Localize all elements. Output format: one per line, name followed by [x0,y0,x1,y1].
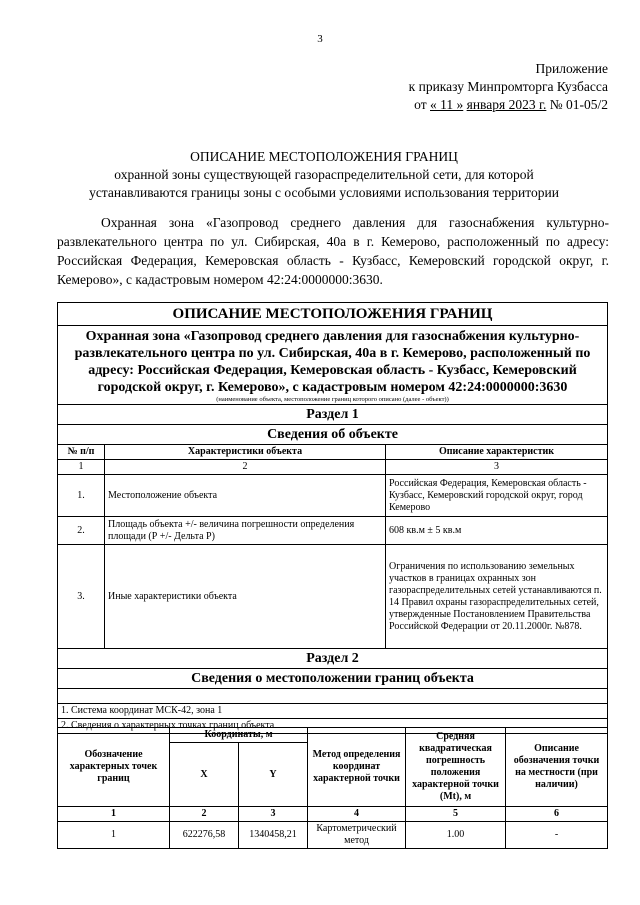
error-header: Средняя квадратическая погрешность положения характерной точки (Mt), м [406,728,506,807]
point-x: 622276,58 [170,822,239,849]
section1-label: Раздел 1 [58,405,608,425]
table-row [58,822,608,849]
col-index: 4 [308,807,406,822]
row-number: 2. [58,517,105,545]
point-y: 1340458,21 [239,822,308,849]
points-table [57,727,608,849]
point-method: Картометрический метод [308,822,406,849]
col-index: 2 [170,807,239,822]
boundary-description-table [57,302,608,734]
order-number: № 01-05/2 [549,97,608,112]
appendix-line2: к приказу Минпромторга Кузбасса [408,79,608,94]
section1-title: Сведения об объекте [58,425,608,445]
y-header: Y [239,743,308,807]
heading-title: ОПИСАНИЕ МЕСТОПОЛОЖЕНИЯ ГРАНИЦ [190,149,458,164]
object-caption: (наименование объекта, местоположение границ которого описано (далее - объект)) [216,396,449,403]
table-row [58,517,608,545]
intro-paragraph: Охранная зона «Газопровод среднего давления для газоснабжения культурно-развлекательного центра по ул. Сибирская, 40а в г. Кемерово, расположенный по адресу: Российская Федерация, Кемеровская область - Кузбасс, Кемеровский городской округ, г. Кемерово», с кадастровым номером 42:24:0000000:3630. [57,215,609,287]
date-month-year: января 2023 г. [466,97,547,112]
col-description-header: Описание характеристик [386,445,608,460]
row-number: 1. [58,475,105,517]
appendix-date-line [409,96,608,114]
table-title: ОПИСАНИЕ МЕСТОПОЛОЖЕНИЯ ГРАНИЦ [58,303,608,326]
row-characteristic: Площадь объекта +/- величина погрешности определения площади (Р +/- Дельта Р) [105,517,386,545]
row-number: 3. [58,545,105,649]
date-day: « 11 » [430,97,464,112]
document-heading [40,148,608,202]
row-characteristic: Местоположение объекта [105,475,386,517]
col-index: 1 [58,807,170,822]
col-number-header: № п/п [58,445,105,460]
row-characteristic: Иные характеристики объекта [105,545,386,649]
table-row [58,475,608,517]
point-description-header: Описание обозначения точки на местности (при наличии) [506,728,608,807]
col-index: 5 [406,807,506,822]
section2-title: Сведения о местоположении границ объекта [58,669,608,689]
col-index: 6 [506,807,608,822]
object-name: Охранная зона «Газопровод среднего давления для газоснабжения культурно-развлекательного центра по ул. Сибирская, 40а в г. Кемерово, расположенный по адресу: Российская Федерация, Кемеровская область - Кузбасс, Кемеровский городской округ, г. Кемерово», с кадастровым номером 42:24:0000000:3630 [74,329,591,395]
heading-line2: охранной зоны существующей газораспределительной сети, для которой [114,167,534,182]
appendix-line1: Приложение [535,61,608,76]
page-number: 3 [317,33,323,45]
heading-line3: устанавливаются границы зоны с особыми условиями использования территории [89,185,559,200]
object-name-cell [58,326,608,405]
col-index-3: 3 [386,460,608,475]
col-characteristics-header: Характеристики объекта [105,445,386,460]
point-error: 1.00 [406,822,506,849]
x-header: X [170,743,239,807]
row-description: Российская Федерация, Кемеровская область - Кузбасс, Кемеровский городской округ, город Кемерово [386,475,608,517]
point-id: 1 [58,822,170,849]
coordinate-system: 1. Система координат МСК-42, зона 1 [58,704,608,719]
table-row [58,545,608,649]
col-index: 3 [239,807,308,822]
col-index-1: 1 [58,460,105,475]
coordinates-header: Координаты, м [170,728,308,743]
point-description: - [506,822,608,849]
designation-header: Обозначение характерных точек границ [58,728,170,807]
appendix-header [409,60,608,114]
section2-label: Раздел 2 [58,649,608,669]
empty-row [58,689,608,704]
row-description: 608 кв.м ± 5 кв.м [386,517,608,545]
row-description: Ограничения по использованию земельных участков в границах охранных зон газораспределительных сетей устанавливаются п. 14 Правил охраны газораспределительных сетей, утвержденные Постановлением Правительства Российской Федерации от 20.11.2000г. №878. [386,545,608,649]
col-index-2: 2 [105,460,386,475]
date-prefix: от [414,97,427,112]
method-header: Метод определения координат характерной точки [308,728,406,807]
points-caption: 2. Сведения о характерных точках границ объекта [58,719,608,734]
